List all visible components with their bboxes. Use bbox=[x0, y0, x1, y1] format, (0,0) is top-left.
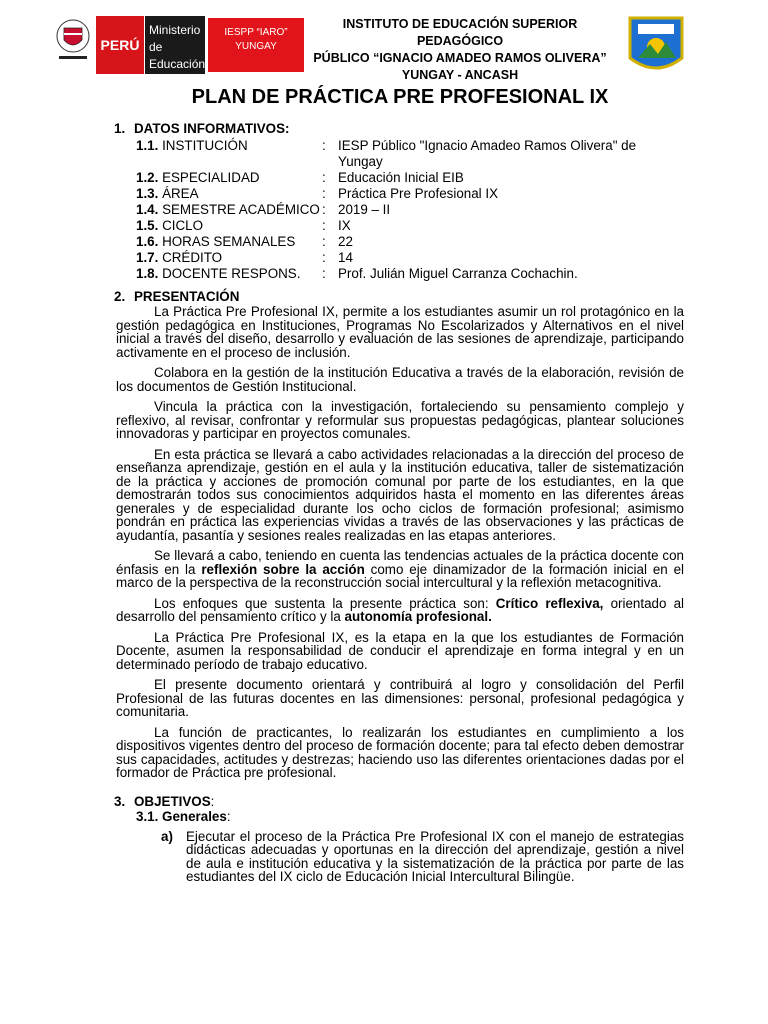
ministerio-logo: Ministerio de Educación bbox=[145, 16, 205, 74]
document-body bbox=[116, 122, 684, 884]
institution-crest-icon bbox=[626, 14, 686, 78]
info-value: IX bbox=[338, 217, 351, 233]
info-colon: : bbox=[322, 201, 326, 217]
info-key: 1.3. ÁREA bbox=[136, 185, 199, 201]
info-key: 1.1. INSTITUCIÓN bbox=[136, 137, 248, 153]
info-colon: : bbox=[322, 169, 326, 185]
info-value: Educación Inicial EIB bbox=[338, 169, 464, 185]
info-value: Prof. Julián Miguel Carranza Cochachin. bbox=[338, 265, 578, 281]
paragraph: Se llevará a cabo, teniendo en cuenta las tendencias actuales de la práctica docente con énfasis en la reflexión sobre la acción como eje dinamizador de la formación inicial en el marco de la perspectiva de la reconstrucción social intercultural y la reflexión metacognitiva. bbox=[116, 548, 684, 590]
info-value: IESP Público "Ignacio Amadeo Ramos Olivera" de Yungay bbox=[338, 137, 637, 169]
info-colon: : bbox=[322, 233, 326, 249]
info-row bbox=[116, 202, 684, 218]
info-value: 2019 – II bbox=[338, 201, 391, 217]
info-colon: : bbox=[322, 185, 326, 201]
info-colon: : bbox=[322, 217, 326, 233]
info-row bbox=[116, 186, 684, 202]
paragraph: La Práctica Pre Profesional IX, permite a los estudiantes asumir un rol protagónico en la gestión pedagógica en Instituciones, Programas No Escolarizados y Alternativos en el nivel inicial a través del diseño, desarrollo y evaluación de las sesiones de aprendizaje, participando activamente en el proceso de inclusión. bbox=[116, 304, 684, 360]
info-colon: : bbox=[322, 249, 326, 265]
info-key: 1.8. DOCENTE RESPONS. bbox=[136, 265, 301, 281]
paragraph: En esta práctica se llevará a cabo actividades relacionadas a la dirección del proceso de enseñanza aprendizaje, gestión en el aula y la institución educativa, taller de sistematización de la práctica y acciones de promoción comunal por parte de los estudiantes, en la que demostrarán todos sus conocimientos adquiridos hasta el momento en las diferentes áreas generales y de especialidad durante los ocho ciclos de formación profesional; asimismo pondrán en práctica las experiencias vividas a través de las observaciones y las prácticas de ayudantía, pasantía y sesiones reales realizadas en las etapas anteriores. bbox=[116, 446, 684, 543]
section-presentacion: 2. PRESENTACIÓN bbox=[114, 288, 240, 304]
institution-name: INSTITUTO DE EDUCACIÓN SUPERIOR PEDAGÓGICO PÚBLICO “IGNACIO AMADEO RAMOS OLIVERA” YUNGAY - ANCASH bbox=[313, 17, 607, 82]
info-key: 1.5. CICLO bbox=[136, 217, 203, 233]
iespp-logo: IESPP “IARO” YUNGAY bbox=[208, 18, 304, 72]
info-table bbox=[116, 138, 684, 282]
paragraph: La función de practicantes, lo realizarán los estudiantes en cumplimiento a los dispositivos vigentes dentro del proceso de formación docente; para tal efecto deben demostrar sus capacidades, actitudes y destrezas; haciendo uso las diferentes orientaciones dadas por el formador de Práctica pre profesional. bbox=[116, 724, 684, 780]
info-row bbox=[116, 234, 684, 250]
info-colon: : bbox=[322, 265, 326, 281]
national-seal-icon bbox=[55, 16, 91, 74]
info-key: 1.7. CRÉDITO bbox=[136, 249, 223, 265]
paragraph: Vincula la práctica con la investigación, fortaleciendo su pensamiento complejo y reflexivo, al revisar, confrontar y reformular sus propuestas pedagógicas, plantear soluciones innovadoras y participar en proyectos comunales. bbox=[116, 399, 684, 441]
document-title: PLAN DE PRÁCTICA PRE PROFESIONAL IX bbox=[191, 86, 609, 108]
info-row bbox=[116, 250, 684, 266]
info-row bbox=[116, 266, 684, 282]
info-colon: : bbox=[322, 137, 326, 153]
info-key: 1.4. SEMESTRE ACADÉMICO bbox=[136, 201, 320, 217]
info-value: Práctica Pre Profesional IX bbox=[338, 185, 499, 201]
info-row bbox=[116, 138, 684, 170]
info-row bbox=[116, 170, 684, 186]
info-key: 1.2. ESPECIALIDAD bbox=[136, 169, 260, 185]
info-key: 1.6. HORAS SEMANALES bbox=[136, 233, 296, 249]
paragraph: La Práctica Pre Profesional IX, es la etapa en la que los estudiantes de Formación Docente, asumen la responsabilidad de conducir el aprendizaje en forma integral y en un determinado período de trabajo educativo. bbox=[116, 629, 684, 672]
section-datos-informativos: 1. DATOS INFORMATIVOS: bbox=[114, 121, 290, 136]
subsection-generales: 3.1. Generales: bbox=[136, 809, 231, 824]
info-value: 14 bbox=[338, 249, 353, 265]
list-item: a) Ejecutar el proceso de la Práctica Pre Profesional IX con el manejo de estrategias didácticas adecuadas y oportunas en la dirección del aprendizaje, gestión a nivel de aula e institución educativa y la sistematización de la práctica por parte de las estudiantes del IX ciclo de Educación Inicial Intercultural Bilingüe. bbox=[161, 828, 684, 884]
document-header bbox=[0, 12, 768, 80]
paragraph: Los enfoques que sustenta la presente práctica son: Crítico reflexiva, orientado al desarrollo del pensamiento crítico y la autonomía profesional. bbox=[116, 595, 685, 624]
info-value: 22 bbox=[338, 233, 353, 249]
paragraph: Colabora en la gestión de la institución Educativa a través de la elaboración, revisión de los documentos de Gestión Institucional. bbox=[116, 365, 684, 394]
info-row bbox=[116, 218, 684, 234]
section-objetivos: 3. OBJETIVOS: bbox=[114, 793, 215, 809]
paragraph: El presente documento orientará y contribuirá al logro y consolidación del Perfil Profesional de las futuras docentes en las dimensiones: personal, profesional pedagógica y comunitaria. bbox=[116, 677, 684, 719]
peru-logo: PERÚ bbox=[96, 16, 144, 74]
